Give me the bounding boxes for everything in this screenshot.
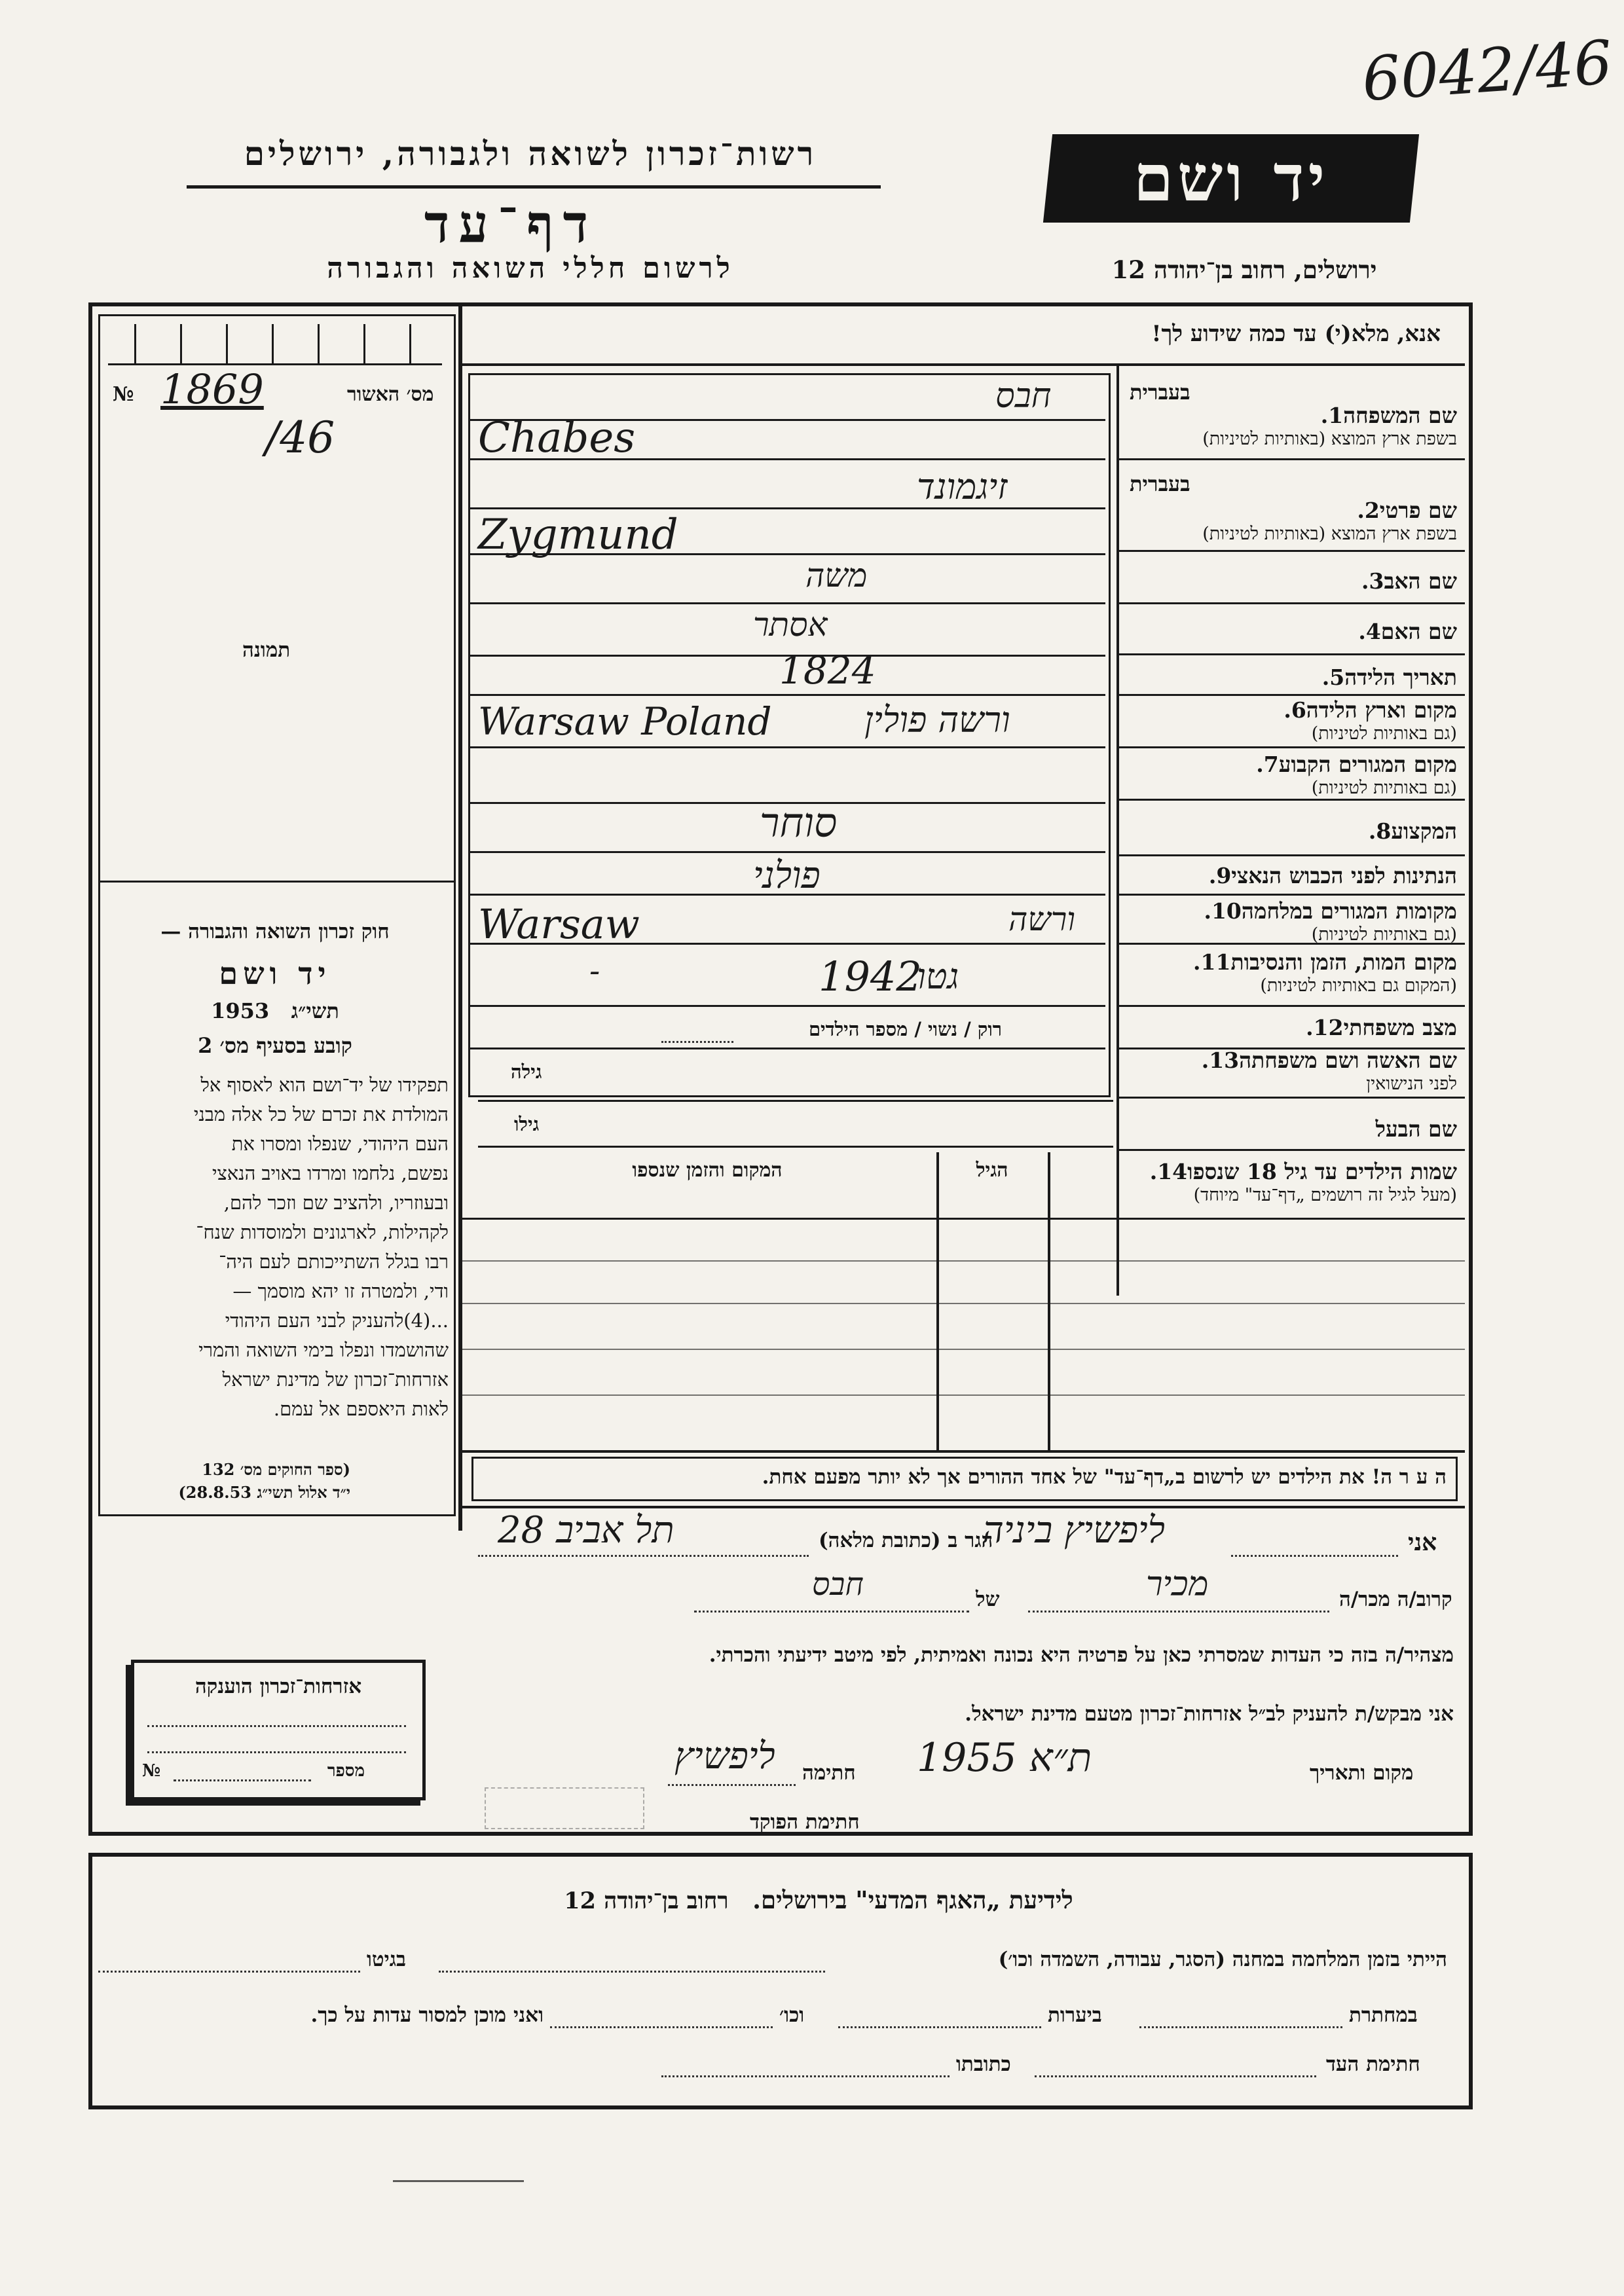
- field-2-label: שם פרטי2. בשפת ארץ המוצא (באותיות לטיניות): [1202, 498, 1457, 544]
- citizenship-label: אזרחות־זכרון הוענקה: [194, 1675, 362, 1698]
- field-7-label: מקום המגורים הקבוע7. (גם באותיות לטיניות): [1256, 752, 1457, 798]
- value-surname-latin: Chabes: [478, 414, 636, 462]
- value-death-place: גטו: [917, 956, 959, 997]
- place-date: ת״א 1955: [917, 1735, 1092, 1781]
- officer-stamp: [485, 1787, 644, 1829]
- value-wartime-he: ורשה: [1008, 900, 1076, 938]
- header-address: ירושלים, רחוב בן־יהודה 12: [1111, 255, 1377, 284]
- value-firstname-he: זיגמונד: [917, 466, 1008, 507]
- law-line: שהושמדו ונפלו בימי השואה והמרי: [198, 1339, 449, 1361]
- value-surname-he: חבס: [995, 376, 1052, 416]
- in-hebrew-1: בעברית: [1130, 380, 1190, 405]
- photo-label: תמונה: [242, 638, 291, 662]
- law-year: [101, 998, 449, 1023]
- value-father: משה: [805, 556, 868, 594]
- field-13-label: שם האשה ושם משפחתה13. לפני הנישואין: [1201, 1048, 1457, 1094]
- law-text: [103, 1070, 449, 1424]
- photo-divider: [98, 881, 456, 883]
- husband-age-label: גילו: [514, 1113, 540, 1135]
- field-5-label: תאריך הלידה5.: [1321, 665, 1457, 690]
- place-date-label: מקום ותאריך: [1310, 1761, 1414, 1785]
- field-6-label: מקום וארץ הלידה6. (גם באותיות לטיניות): [1283, 697, 1457, 744]
- bottom-line-2a: במחתרת: [1349, 2003, 1418, 2027]
- value-profession: סוחר: [760, 799, 838, 847]
- value-birthdate: 1824: [779, 648, 876, 693]
- field-14-label: שמות הילדים עד גיל 18 שנספו14. (מעל לגיל זה רושמים „דף־עד" מיוחד): [1149, 1159, 1457, 1205]
- yad-vashem-logo: [1043, 134, 1419, 223]
- note-box: [471, 1457, 1458, 1501]
- value-nationality: פולני: [753, 854, 821, 897]
- law-line: ובעוזריו, ולהציב שם וזכר להם,: [223, 1192, 449, 1214]
- of-name: חבס: [812, 1566, 864, 1603]
- scan-artifact: [393, 2180, 524, 2182]
- reg-ticks: [108, 324, 442, 367]
- bottom-line-1b: בגיטו: [367, 1948, 406, 1971]
- law-title: חוק זכרון השואה והגבורה —: [160, 920, 390, 943]
- archive-number: 6042/46: [1359, 27, 1615, 115]
- relation-value: מכיר: [1146, 1565, 1209, 1604]
- law-line: לאות היאספם אל עמם.: [273, 1398, 449, 1420]
- law-name: יד ושם: [219, 956, 331, 991]
- logo-text: יד ושם: [1133, 141, 1329, 216]
- value-firstname-latin: Zygmund: [478, 511, 678, 559]
- col-place: המקום והזמן שנספו: [632, 1159, 783, 1182]
- bottom-line-2b: ביערות: [1048, 2003, 1102, 2027]
- law-line: העם היהודי, שנפלו ומסרו את: [231, 1133, 449, 1155]
- law-line: תפקידו של יד־ושם הוא לאסוף אל: [200, 1074, 449, 1096]
- law-line: אזרחות־זכרון של מדינת ישראל: [222, 1368, 449, 1391]
- wife-age-label: גילה: [511, 1061, 542, 1083]
- law-gregorian-year: 1953: [211, 998, 270, 1023]
- note-text: ה ע ר ה! את הילדים יש לרשום ב„דף־עד" של אחד ההורים אך לא יותר מפעם אחת.: [762, 1465, 1447, 1489]
- declaration: מצהיר/ה בזה כי העדות שמסרתי כאן על פרטיה היא נכונה ואמיתית, לפי מיטב ידיעתי והכרתי.: [709, 1643, 1454, 1667]
- form-subtitle: לרשום חללי השואה והגבורה: [327, 252, 734, 285]
- authority-underline: [187, 185, 881, 189]
- value-birthplace-he: ורשה פולין: [864, 699, 1010, 740]
- in-hebrew-2: בעברית: [1130, 471, 1190, 496]
- value-birthplace-latin: Warsaw Poland: [478, 699, 772, 744]
- authority-title: רשות־זכרון לשואה ולגבורה, ירושלים: [244, 134, 817, 173]
- signature-label: חתימה: [802, 1761, 856, 1785]
- label-column-divider: [1116, 366, 1119, 1296]
- law-hebrew-year: תשי״ג: [291, 998, 339, 1023]
- bottom-line-2c: וכו׳: [779, 2003, 805, 2027]
- value-death-mark: -: [589, 953, 600, 989]
- declarant-name: ליפשיץ ביניה: [982, 1509, 1165, 1552]
- field-12-label: מצב משפחתי12.: [1306, 1015, 1457, 1040]
- value-wartime-latin: Warsaw: [478, 900, 640, 948]
- col-age: הגיל: [976, 1159, 1008, 1182]
- reg-suffix: /46: [265, 412, 335, 463]
- field-8-label: המקצוע8.: [1368, 818, 1457, 844]
- declarant-address: תל אביב 28: [498, 1509, 674, 1552]
- officer-label: חתימת הפוקד: [750, 1810, 860, 1834]
- law-line: ...(4)להעניק לבני העם היהודי: [225, 1309, 449, 1332]
- law-clause: קובע בסעיף מס׳ 2: [198, 1033, 352, 1058]
- bottom-line-1a: הייתי בזמן המלחמה במחנה (הסגר, עבודה, השמדה וכו׳): [998, 1948, 1447, 1971]
- signature: ליפשיץ: [674, 1735, 775, 1777]
- field-9-label: הנתינות לפני הכבוש הנאצי9.: [1208, 863, 1457, 888]
- law-line: רבו בגלל השתייכותם לעם היה־: [219, 1250, 449, 1273]
- bottom-line-2d: ואני מוכן למסור עדות על כך.: [310, 2003, 544, 2027]
- field-3-label: שם האב3.: [1361, 568, 1457, 594]
- relative-label: קרוב/ה מכר/ה: [1339, 1588, 1452, 1611]
- instruction-rule: [462, 363, 1465, 366]
- reg-no-symbol: №: [113, 383, 134, 406]
- left-column-divider: [458, 306, 462, 1531]
- field-11-label: מקום המות, הזמן והנסיבות11. (המקום גם באותיות לטיניות): [1193, 949, 1457, 996]
- number-label: מספר: [327, 1761, 365, 1781]
- law-source: (ספר החוקים מס׳ 132: [202, 1460, 350, 1479]
- bottom-line-3a: חתימת העד: [1326, 2052, 1420, 2076]
- number-symbol: №: [142, 1761, 161, 1781]
- law-line: המולדת את זכרם של כל אלה מבני: [193, 1103, 449, 1125]
- bottom-title: [458, 1886, 1179, 1915]
- value-death-year: 1942: [819, 953, 922, 1000]
- field-10-label: מקומות המגורים במלחמה10. (גם באותיות לטיניות): [1204, 898, 1457, 945]
- marital-options: רוק / נשוי / מספר הילדים: [808, 1018, 1002, 1040]
- request: אני מבקש/ת להעניק לב״ל אזרחות־זכרון מטעם מדינת ישראל.: [965, 1702, 1454, 1726]
- husband-label: שם הבעל: [1375, 1116, 1457, 1142]
- instruction: אנא, מלא(י) עד כמה שידוע לך!: [1151, 321, 1441, 347]
- residing-label: הגר ב (כתובת מלאה): [819, 1529, 993, 1552]
- citizenship-box: [131, 1660, 426, 1800]
- field-4-label: שם האם4.: [1358, 619, 1457, 644]
- law-line: ודי, ולמטרה זו יהא מוסמך —: [232, 1280, 449, 1302]
- value-mother: אסתר: [753, 606, 828, 644]
- field-1-label: שם המשפחה1. בשפת ארץ המוצא (באותיות לטיניות): [1202, 403, 1457, 449]
- of-label: של: [976, 1588, 1000, 1611]
- law-line: נפשם, נלחמו ומרדו באויב הנאצי: [212, 1162, 449, 1184]
- bottom-line-3b: כתובתו: [956, 2052, 1011, 2076]
- reg-number: 1869: [160, 365, 264, 413]
- i-label: אני: [1408, 1529, 1437, 1556]
- law-source-date: י״ד אלול תשי״ג 28.8.53): [178, 1483, 350, 1502]
- law-line: לקהילות, לארגונים ולמוסדות שנח־: [196, 1221, 449, 1243]
- form-title: דף־עד: [424, 193, 598, 255]
- bottom-address: רחוב בן־יהודה 12: [564, 1887, 729, 1914]
- reg-label: מס׳ האשור: [347, 383, 434, 406]
- bottom-heading: לידיעת „האגף המדעי" בירושלים.: [752, 1886, 1073, 1914]
